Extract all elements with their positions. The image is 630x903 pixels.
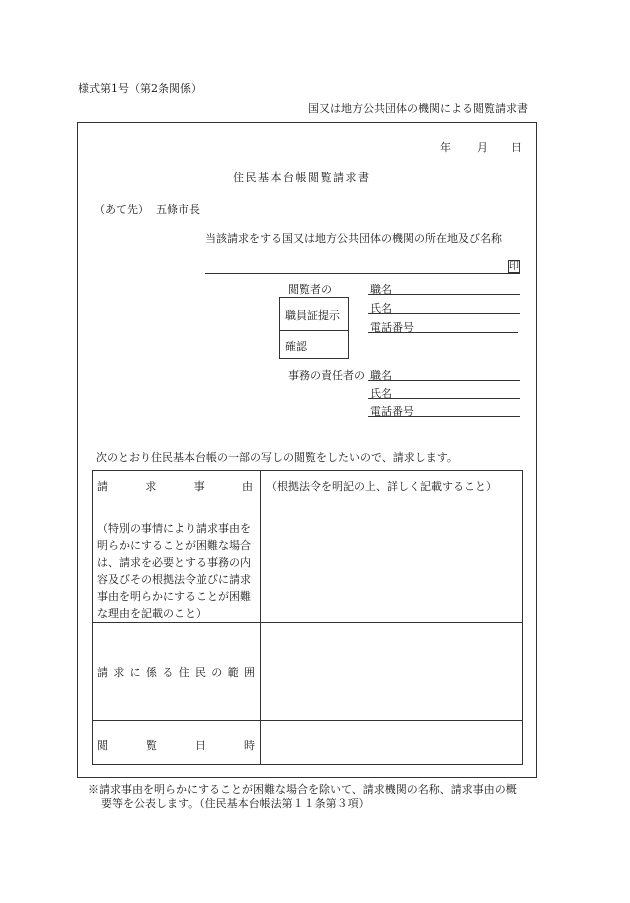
responsible-title-label: 職名 [370,369,392,382]
responsible-phone-field[interactable] [368,416,520,417]
page-title: 住民基本台帳閲覧請求書 [233,171,371,184]
responsible-name-field[interactable] [368,398,520,399]
id-check-line2: 確認 [285,340,307,353]
responsible-label: 事務の責任者の [288,369,365,382]
footnote-line2: 要等を公表します。（住民基本台帳法第１１条第３項） [101,797,370,810]
date-month: 月 [477,141,488,154]
footnote-line1: ※請求事由を明らかにすることが困難な場合を除いて、請求機関の名称、請求事由の概 [88,783,517,796]
viewer-title-label: 職名 [370,283,392,296]
reason-instruction: （根拠法令を明記の上、詳しく記載すること） [266,480,497,493]
form-number: 様式第1号（第2条関係） [78,82,202,95]
viewer-phone-label: 電話番号 [370,321,414,334]
table-row-divider-2 [92,720,523,721]
scope-input-area[interactable] [262,624,520,718]
requester-location-field[interactable] [205,273,520,274]
id-check-divider [279,330,349,331]
date-day: 日 [511,141,522,154]
viewer-phone-field[interactable] [368,332,518,333]
reason-header: 請 求 事 由 [97,480,253,493]
viewer-name-field[interactable] [368,313,520,314]
viewer-name-label: 氏名 [370,302,392,315]
scope-header: 請 求 に 係 る 住 民 の 範 囲 [97,666,255,679]
table-row-divider-1 [92,622,523,623]
reason-input-area[interactable] [262,496,520,620]
form-subtitle: 国又は地方公共団体の機関による閲覧請求書 [308,102,528,115]
requester-location-label: 当該請求をする国又は地方公共団体の機関の所在地及び名称 [205,232,502,245]
id-check-line1: 職員証提示 [285,309,340,322]
seal-mark: 印 [509,261,519,272]
viewing-date-header: 閲 覧 日 時 [97,739,255,752]
date-year: 年 [440,141,451,154]
intro-text: 次のとおり住民基本台帳の一部の写しの閲覧をしたいので、請求します。 [96,451,458,464]
viewer-label: 閲覧者の [288,283,332,296]
viewing-date-input-area[interactable] [262,722,520,764]
reason-note: （特別の事情により請求事由を明らかにすることが困難な場合は、請求を必要とする事務の内容及びその根拠法令並びに請求事由を明らかにすることが困難な理由を記載のこと） [97,522,251,620]
addressee-label: （あて先） [94,203,149,216]
viewer-title-field[interactable] [368,294,520,295]
responsible-title-field[interactable] [368,380,520,381]
responsible-name-label: 氏名 [370,387,392,400]
addressee-name: 五條市長 [156,203,200,216]
responsible-phone-label: 電話番号 [370,405,414,418]
